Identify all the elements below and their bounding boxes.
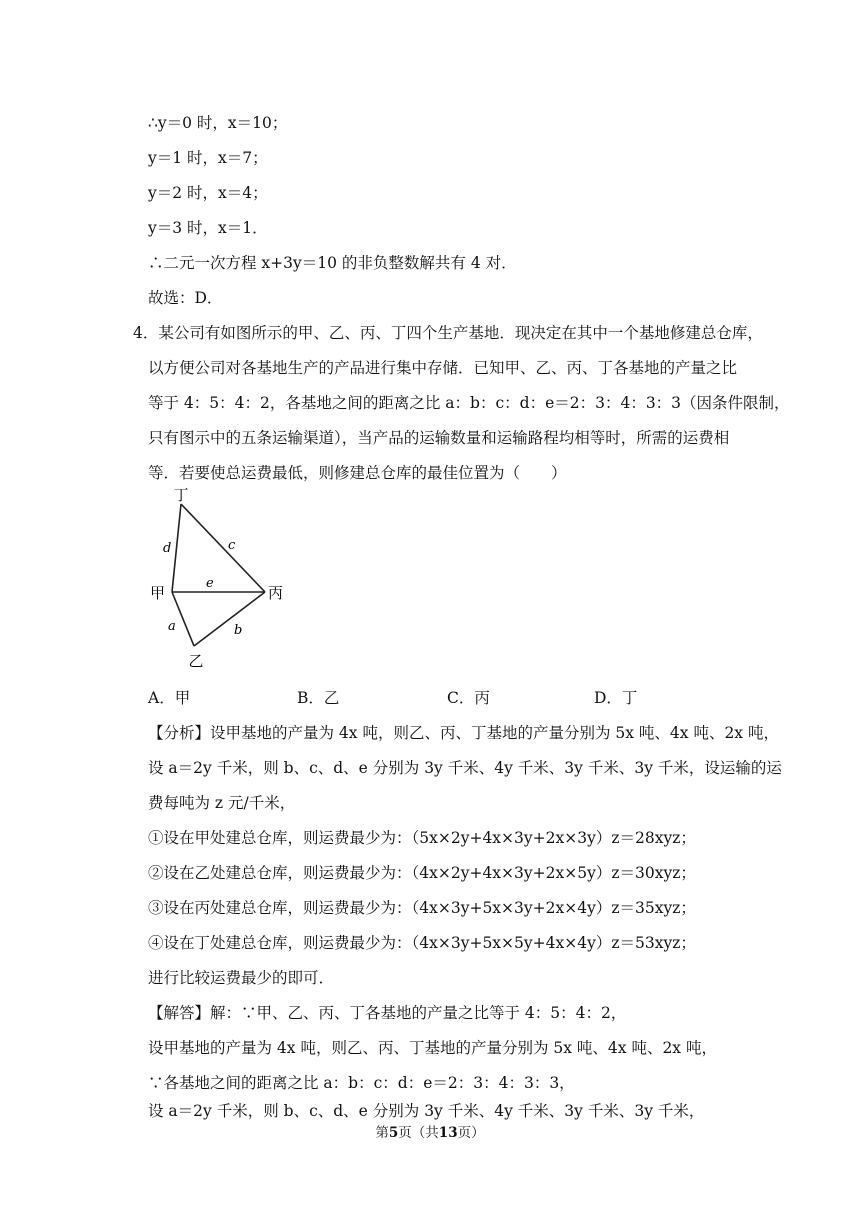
solution-line-2: 设甲基地的产量为 4x 吨，则乙、丙、丁基地的产量分别为 5x 吨、4x 吨、2x 吨， (148, 1039, 717, 1057)
label-e: e (206, 576, 214, 591)
label-b: b (234, 623, 243, 638)
analysis-case-3: ③设在丙处建总仓库，则运费最少为：（4x×3y+5x×3y+2x×4y）z＝35xyz； (148, 899, 696, 917)
question-line-3: 等于 4：5：4：2，各基地之间的距离之比 a：b：c：d：e＝2：3：4：3：3（因条件限制， (148, 394, 790, 412)
analysis-line-3: 费每吨为 z 元/千米， (148, 794, 296, 812)
solution-line-y0: ∴y＝0 时，x＝10； (148, 114, 288, 132)
question-line-5: 等．若要使总运费最低，则修建总仓库的最佳位置为（ ） (148, 464, 567, 482)
footer-mid: 页（共 (398, 1125, 439, 1141)
option-a: A．甲 (148, 689, 191, 707)
page-footer (0, 1124, 860, 1142)
solution-line-y2: y＝2 时，x＝4； (148, 184, 268, 202)
label-d: d (163, 541, 172, 556)
solution-conclusion: ∴二元一次方程 x+3y＝10 的非负整数解共有 4 对． (148, 254, 517, 272)
edge-d (172, 504, 181, 592)
option-d: D．丁 (594, 689, 638, 707)
solution-line-4: 设 a＝2y 千米，则 b、c、d、e 分别为 3y 千米、4y 千米、3y 千米、3y 千米， (148, 1102, 705, 1120)
analysis-line-1: 【分析】设甲基地的产量为 4x 吨，则乙、丙、丁基地的产量分别为 5x 吨、4x 吨、2x 吨， (148, 724, 779, 742)
label-a: a (168, 619, 176, 634)
base-diagram (148, 484, 298, 674)
answer-choice: 故选：D． (148, 289, 223, 307)
label-c: c (228, 538, 236, 553)
footer-suffix: 页） (457, 1125, 485, 1141)
question-line-1: 4．某公司有如图所示的甲、乙、丙、丁四个生产基地．现决定在其中一个基地修建总仓库， (133, 324, 763, 342)
node-jia: 甲 (150, 584, 166, 602)
footer-prefix: 第 (375, 1125, 389, 1141)
footer-page-number: 5 (388, 1125, 399, 1141)
analysis-line-8: 进行比较运费最少的即可． (148, 969, 335, 987)
node-yi: 乙 (188, 652, 204, 670)
analysis-line-2: 设 a＝2y 千米，则 b、c、d、e 分别为 3y 千米、4y 千米、3y 千米、3y 千米，设运输的运 (148, 759, 782, 777)
footer-total-pages: 13 (438, 1125, 458, 1141)
question-line-4: 只有图示中的五条运输渠道），当产品的运输数量和运输路程均相等时，所需的运费相 (148, 429, 730, 447)
edge-c (181, 504, 265, 592)
solution-line-1: 【解答】解：∵甲、乙、丙、丁各基地的产量之比等于 4：5：4：2， (148, 1004, 627, 1022)
question-line-2: 以方便公司对各基地生产的产品进行集中存储．已知甲、乙、丙、丁各基地的产量之比 (148, 359, 738, 377)
analysis-case-2: ②设在乙处建总仓库，则运费最少为：（4x×2y+4x×3y+2x×5y）z＝30xyz； (148, 864, 696, 882)
solution-line-y3: y＝3 时，x＝1． (148, 219, 268, 237)
node-ding: 丁 (173, 486, 189, 504)
option-b: B．乙 (297, 689, 340, 707)
node-bing: 丙 (268, 584, 284, 602)
option-c: C．丙 (447, 689, 490, 707)
edge-b (194, 592, 265, 646)
solution-line-y1: y＝1 时，x＝7； (148, 149, 268, 167)
solution-line-3: ∵各基地之间的距离之比 a：b：c：d：e＝2：3：4：3：3， (148, 1074, 575, 1092)
analysis-case-4: ④设在丁处建总仓库，则运费最少为：（4x×3y+5x×5y+4x×4y）z＝53xyz； (148, 934, 696, 952)
analysis-case-1: ①设在甲处建总仓库，则运费最少为：（5x×2y+4x×3y+2x×3y）z＝28xyz； (148, 829, 696, 847)
